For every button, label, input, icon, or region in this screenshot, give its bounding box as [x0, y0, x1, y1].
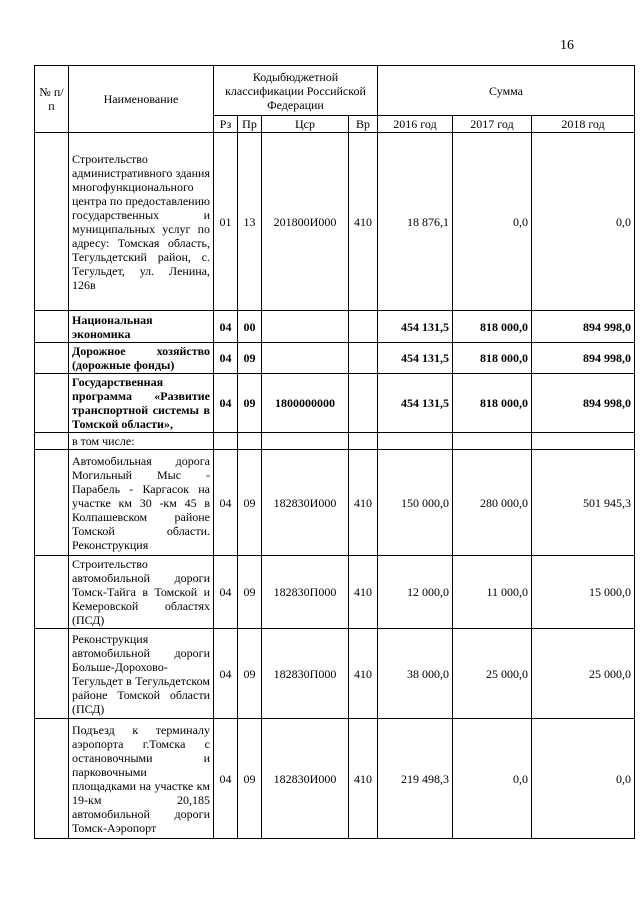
row-name-cell: Автомобильная дорога Могильный Мыс - Парабель - Каргасок на участке км 30 -км 45 в Колпашевском районе Томской области. Реконструкция [69, 450, 214, 556]
row-num-cell [35, 343, 69, 374]
row-csr-cell: 182830П000 [262, 629, 349, 719]
row-rz-cell: 01 [214, 133, 238, 311]
header-2016: 2016 год [378, 116, 453, 133]
row-vr-cell [349, 374, 378, 433]
row-sum-2016-cell: 38 000,0 [378, 629, 453, 719]
row-pr-cell: 09 [238, 374, 262, 433]
row-num-cell [35, 374, 69, 433]
row-sum-2017-cell [453, 433, 532, 450]
row-num-cell [35, 133, 69, 311]
row-sum-2017-cell: 818 000,0 [453, 374, 532, 433]
row-rz-cell: 04 [214, 450, 238, 556]
table-body [35, 133, 635, 839]
table-row [35, 450, 635, 556]
header-num: № п/п [35, 66, 69, 133]
row-csr-cell: 1800000000 [262, 374, 349, 433]
row-vr-cell: 410 [349, 629, 378, 719]
row-rz-cell: 04 [214, 719, 238, 839]
row-csr-cell: 182830П000 [262, 556, 349, 629]
row-pr-cell: 09 [238, 719, 262, 839]
row-vr-cell [349, 433, 378, 450]
header-csr: Цср [262, 116, 349, 133]
row-csr-cell [262, 311, 349, 343]
header-2018: 2018 год [532, 116, 635, 133]
row-pr-cell: 00 [238, 311, 262, 343]
row-sum-2018-cell: 894 998,0 [532, 343, 635, 374]
row-sum-2017-cell: 818 000,0 [453, 343, 532, 374]
row-sum-2017-cell: 280 000,0 [453, 450, 532, 556]
row-sum-2018-cell: 501 945,3 [532, 450, 635, 556]
row-vr-cell: 410 [349, 450, 378, 556]
row-vr-cell: 410 [349, 719, 378, 839]
row-csr-cell: 182830И000 [262, 450, 349, 556]
table-row [35, 556, 635, 629]
row-num-cell [35, 556, 69, 629]
row-num-cell [35, 450, 69, 556]
header-vr: Вр [349, 116, 378, 133]
row-sum-2018-cell: 0,0 [532, 133, 635, 311]
row-sum-2018-cell: 894 998,0 [532, 311, 635, 343]
row-name-cell: Реконструкция автомобильной дороги Больше-Дорохово-Тегульдет в Тегульдетском районе Томской области (ПСД) [69, 629, 214, 719]
row-num-cell [35, 629, 69, 719]
row-sum-2016-cell: 12 000,0 [378, 556, 453, 629]
row-csr-cell [262, 343, 349, 374]
row-sum-2016-cell [378, 433, 453, 450]
row-sum-2016-cell: 454 131,5 [378, 374, 453, 433]
page-number: 16 [560, 38, 574, 53]
row-name-cell: Национальная экономика [69, 311, 214, 343]
row-sum-2017-cell: 818 000,0 [453, 311, 532, 343]
row-name-cell: Подъезд к терминалу аэропорта г.Томска с остановочными и парковочными площадками на участке км 19-км 20,185 автомобильной дороги Томск-Аэропорт [69, 719, 214, 839]
row-name-cell: в том числе: [69, 433, 214, 450]
table-row [35, 311, 635, 343]
table-row [35, 433, 635, 450]
row-sum-2017-cell: 11 000,0 [453, 556, 532, 629]
row-name-cell: Строительство административного здания многофункционального центра по предоставлению государственных и муниципальных услуг по адресу: Томская область, Тегульдетский район, с. Тегульдет, ул. Ленина, 126в [69, 133, 214, 311]
header-name: Наименование [69, 66, 214, 133]
row-sum-2018-cell: 25 000,0 [532, 629, 635, 719]
header-sum: Сумма [378, 66, 635, 116]
table-row [35, 343, 635, 374]
row-vr-cell [349, 343, 378, 374]
row-pr-cell: 13 [238, 133, 262, 311]
row-sum-2017-cell: 0,0 [453, 719, 532, 839]
row-rz-cell: 04 [214, 629, 238, 719]
row-pr-cell: 09 [238, 343, 262, 374]
header-2017: 2017 год [453, 116, 532, 133]
row-sum-2017-cell: 25 000,0 [453, 629, 532, 719]
row-vr-cell: 410 [349, 133, 378, 311]
row-rz-cell: 04 [214, 311, 238, 343]
row-pr-cell: 09 [238, 556, 262, 629]
row-sum-2018-cell: 0,0 [532, 719, 635, 839]
row-num-cell [35, 719, 69, 839]
row-csr-cell: 201800И000 [262, 133, 349, 311]
row-num-cell [35, 311, 69, 343]
row-name-cell: Дорожное хозяйство (дорожные фонды) [69, 343, 214, 374]
table-row [35, 374, 635, 433]
row-sum-2016-cell: 454 131,5 [378, 343, 453, 374]
row-name-cell: Строительство автомобильной дороги Томск-Тайга в Томской и Кемеровской областях (ПСД) [69, 556, 214, 629]
row-sum-2017-cell: 0,0 [453, 133, 532, 311]
table-row [35, 133, 635, 311]
row-rz-cell: 04 [214, 343, 238, 374]
row-pr-cell [238, 433, 262, 450]
header-codes: Кодыбюджетной классификации Российской Федерации [214, 66, 378, 116]
row-sum-2016-cell: 150 000,0 [378, 450, 453, 556]
row-sum-2016-cell: 454 131,5 [378, 311, 453, 343]
header-pr: Пр [238, 116, 262, 133]
row-rz-cell: 04 [214, 374, 238, 433]
row-sum-2018-cell [532, 433, 635, 450]
table-row [35, 629, 635, 719]
row-vr-cell [349, 311, 378, 343]
row-sum-2018-cell: 15 000,0 [532, 556, 635, 629]
row-rz-cell: 04 [214, 556, 238, 629]
row-num-cell [35, 433, 69, 450]
row-sum-2016-cell: 18 876,1 [378, 133, 453, 311]
row-pr-cell: 09 [238, 629, 262, 719]
row-name-cell: Государственная программа «Развитие транспортной системы в Томской области», [69, 374, 214, 433]
row-csr-cell: 182830И000 [262, 719, 349, 839]
row-rz-cell [214, 433, 238, 450]
budget-table [34, 65, 635, 839]
row-pr-cell: 09 [238, 450, 262, 556]
row-sum-2016-cell: 219 498,3 [378, 719, 453, 839]
header-rz: Рз [214, 116, 238, 133]
row-csr-cell [262, 433, 349, 450]
table-row [35, 719, 635, 839]
row-vr-cell: 410 [349, 556, 378, 629]
row-sum-2018-cell: 894 998,0 [532, 374, 635, 433]
